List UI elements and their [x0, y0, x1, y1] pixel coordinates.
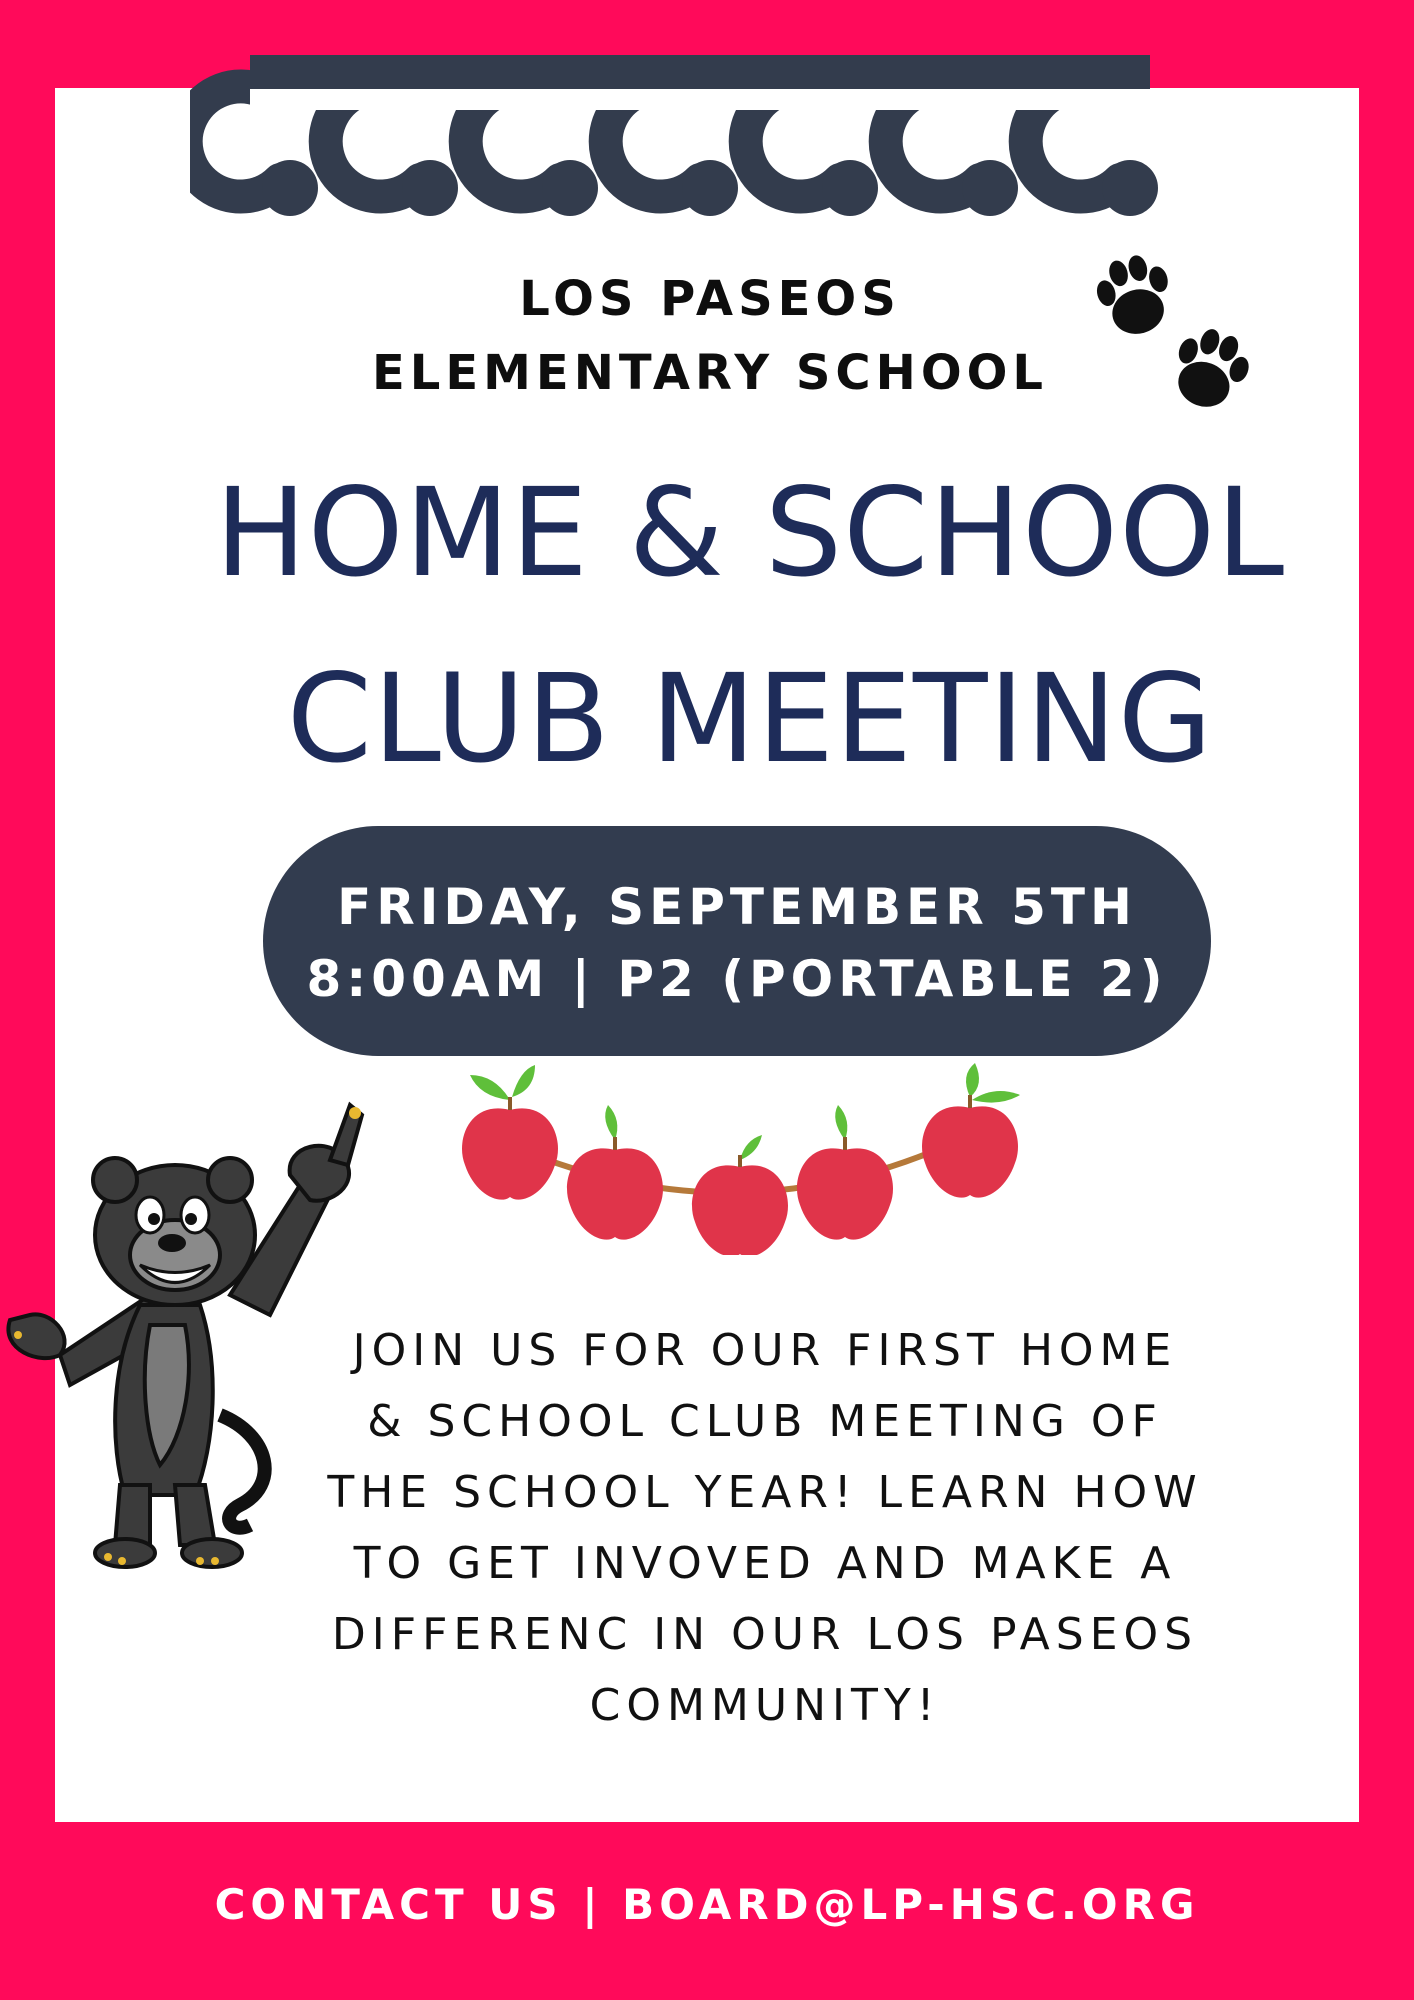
- school-name-line2: ELEMENTARY SCHOOL: [371, 345, 1049, 401]
- description-line: THE SCHOOL YEAR! LEARN HOW: [327, 1467, 1203, 1518]
- description-line: TO GET INVOVED AND MAKE A: [353, 1538, 1177, 1589]
- school-name: [300, 262, 1120, 410]
- event-details-badge: [263, 826, 1211, 1056]
- binder-rings-icon: [190, 20, 1190, 230]
- title-line2: CLUB MEETING: [286, 648, 1214, 790]
- apple-garland-icon: [450, 1055, 1030, 1255]
- page-title: [140, 440, 1360, 812]
- description-line: COMMUNITY!: [589, 1680, 941, 1731]
- event-date: FRIDAY, SEPTEMBER 5TH: [337, 878, 1137, 936]
- school-name-line1: LOS PASEOS: [519, 271, 901, 327]
- description-line: JOIN US FOR OUR FIRST HOME: [352, 1325, 1178, 1376]
- description-line: & SCHOOL CLUB MEETING OF: [367, 1396, 1163, 1447]
- meeting-description: [290, 1315, 1240, 1741]
- event-time-place: 8:00AM | P2 (PORTABLE 2): [306, 950, 1168, 1008]
- contact-email[interactable]: CONTACT US | BOARD@LP-HSC.ORG: [214, 1880, 1200, 1929]
- title-line1: HOME & SCHOOL: [214, 462, 1286, 604]
- description-line: DIFFERENC IN OUR LOS PASEOS: [331, 1609, 1199, 1660]
